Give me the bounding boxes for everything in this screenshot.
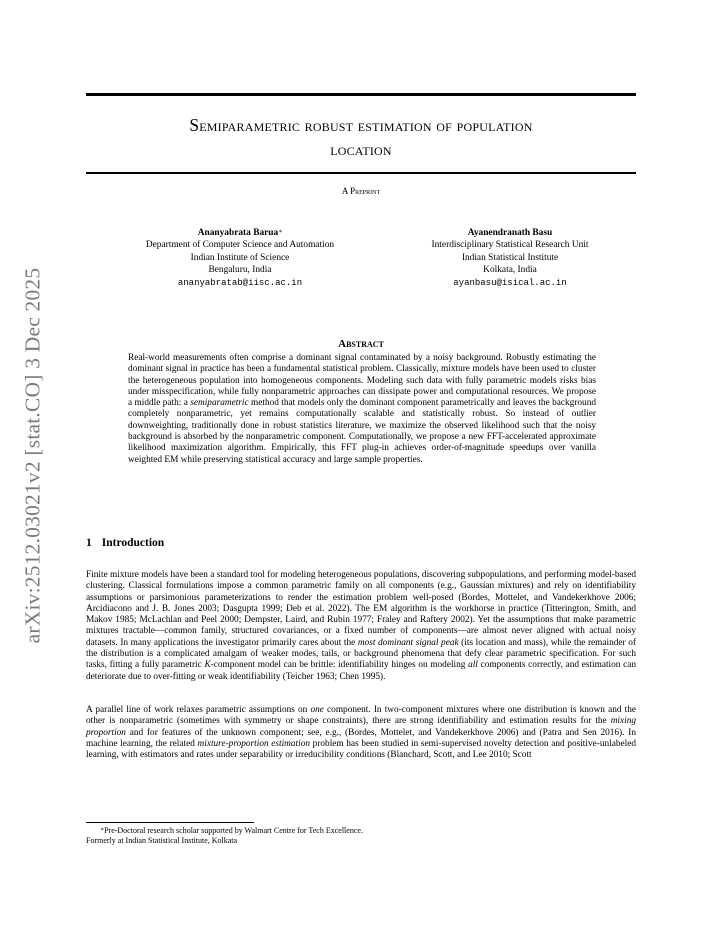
title-top-rule	[86, 93, 636, 96]
paragraph-text: problem has been studied in semi-supervised novelty detection and positive-unlabeled learning, with estimators and rates under separability or irreducibility conditions (Blanchard, Scott, and Lee 2010; Scott	[86, 738, 636, 761]
abstract-body	[128, 353, 596, 466]
footnote-line-1	[86, 826, 636, 836]
footnote-text: Pre-Doctoral research scholar supported by Walmart Centre for Tech Excellence.	[104, 826, 363, 835]
author-location: Bengaluru, India	[208, 265, 272, 276]
section-number: 1	[86, 537, 92, 549]
author-institution: Indian Institute of Science	[190, 252, 290, 263]
author-affiliation: Department of Computer Science and Automation	[145, 240, 335, 251]
author-affiliation: Interdisciplinary Statistical Research Unit	[431, 240, 589, 251]
paragraph-emphasis: all	[468, 660, 478, 671]
paragraph-emphasis: mixing proportion	[86, 716, 636, 738]
preprint-label: A Preprint	[341, 186, 381, 196]
author-location: Kolkata, India	[483, 265, 537, 276]
section-title: Introduction	[101, 537, 165, 549]
author-name	[110, 227, 370, 239]
paper-title	[86, 113, 636, 161]
author-email[interactable]: ayanbasu@isical.ac.in	[453, 277, 567, 288]
section-heading-introduction	[86, 537, 164, 549]
paragraph-text: components correctly, and estimation can deteriorate due to over-fitting or weak identifiability (Teicher 1963; Chen 1995).	[86, 660, 636, 682]
footnote-mark: ∗	[100, 827, 105, 833]
paragraph-text: (its location and mass), while the remainder of the distribution is a complicated amalgam of weaker modes, tails, or background phenomena that defy clear parametric specification. For such tasks, fitting a fully parametric	[86, 637, 636, 671]
author-email[interactable]: ananyabratab@iisc.ac.in	[177, 277, 303, 288]
paper-title-line-1: Semiparametric robust estimation of population	[189, 115, 533, 135]
title-bottom-rule	[86, 172, 636, 174]
author-name-text: Ananyabrata Barua	[197, 228, 279, 238]
intro-paragraph-1	[86, 570, 636, 683]
author-block-1	[110, 227, 370, 289]
author-name-text: Ayanendranath Basu	[467, 228, 553, 238]
paragraph-emphasis: mixture-proportion estimation	[197, 738, 310, 749]
arxiv-identifier-stamp	[8, 260, 58, 650]
paper-title-line-2: location	[330, 139, 392, 159]
arxiv-identifier-text: arXiv:2512.03021v2 [stat.CO] 3 Dec 2025	[20, 267, 45, 643]
author-footnote-mark[interactable]: ∗	[278, 229, 283, 235]
author-block-2	[394, 227, 626, 289]
paragraph-text: -component model can be brittle: identifiability hinges on modeling	[210, 660, 469, 671]
footnote-line-2: Formerly at Indian Statistical Institute, Kolkata	[86, 836, 238, 845]
author-name	[394, 227, 626, 239]
math-symbol: K	[204, 660, 211, 671]
author-institution: Indian Statistical Institute	[461, 252, 559, 263]
footnote-rule	[86, 822, 254, 823]
footnote	[86, 826, 636, 846]
paragraph-text: Finite mixture models have been a standard tool for modeling heterogeneous populations, discovering subpopulations, and performing model-based clustering. Classical formulations impose a common parametric family on all components (e.g., Gaussian mixtures) and rely on identifiability assumptions or parsimonious parameterizations to render the estimation problem well-posed (Bordes, Mottelet, and Vandekerkhove 2006; Arcidiacono and J. B. Jones 2003; Dasgupta 1999; Deb et al. 2022). The EM algorithm is the workhorse in practice (Titterington, Smith, and Makov 1985; McLachlan and Peel 2000; Dempster, Laird, and Rubin 1977; Fraley and Raftery 2002). Yet the assumptions that make parametric mixtures tractable—common family, structured covariances, or a fixed number of components—are almost never aligned with actual noisy datasets. In many applications the investigator primarily cares about the	[86, 570, 636, 648]
paragraph-text: component. In two-component mixtures where one distribution is known and the other is nonparametric (sometimes with symmetry or shape constraints), there are strong identifiability and estimation results for the	[86, 705, 637, 727]
abstract-text: Real-world measurements often comprise a dominant signal contaminated by a noisy background. Robustly estimating the dominant signal in practice has been a fundamental statistical problem. Classically, mixture models have been used to cluster the heterogeneous population into homogeneous components. Modeling such data with fully parametric models risks bias under misspecification, while fully nonparametric approaches can dissipate power and computational resources. We propose a middle path: a	[128, 353, 596, 409]
abstract-emphasis: semiparametric	[190, 398, 249, 409]
paragraph-emphasis: most dominant signal peak	[357, 637, 459, 648]
paragraph-emphasis: one	[310, 705, 324, 715]
abstract-text: method that models only the dominant component parametrically and leaves the background completely nonparametric, yet remains computationally scalable and statistically robust. So instead of outlier downweighting, traditionally done in robust statistics literature, we maximize the observed likelihood such that the noisy background is absorbed by the nonparametric component. Computationally, we propose a new FFT-accelerated approximate likelihood maximization algorithm. Empirically, this FFT plug-in achieves order-of-magnitude speedups over vanilla weighted EM while preserving statistical accuracy and large sample properties.	[128, 398, 596, 465]
abstract-heading: Abstract	[338, 338, 384, 350]
paragraph-text: and for features of the unknown component; see, e.g., (Bordes, Mottelet, and Vandekerkhove 2006) and (Patra and Sen 2016). In machine learning, the related	[86, 727, 636, 749]
paragraph-text: A parallel line of work relaxes parametric assumptions on	[86, 705, 311, 715]
intro-paragraph-2	[86, 705, 636, 761]
